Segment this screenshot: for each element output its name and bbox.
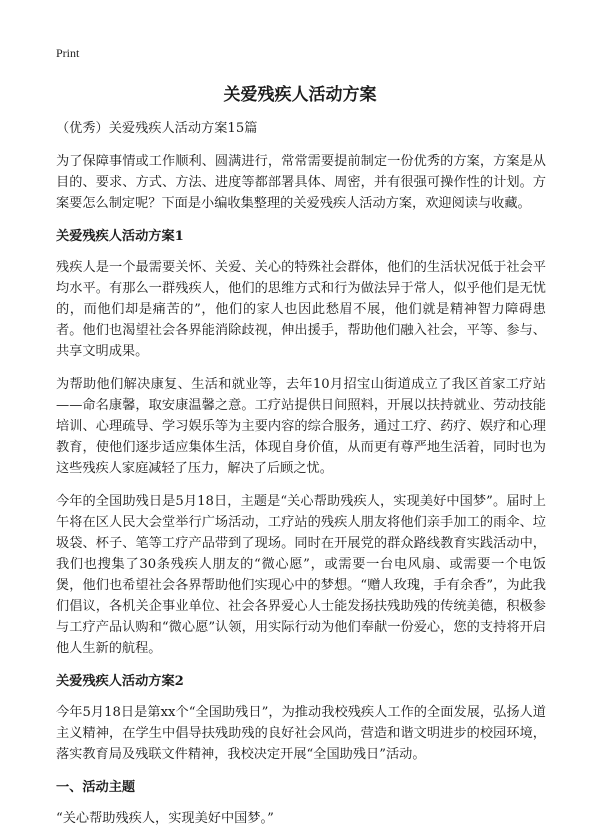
print-link[interactable]: Print [56,46,80,60]
subsection-heading: 一、活动主题 [56,780,136,795]
document-title: 关爱残疾人活动方案 [223,85,377,105]
intro-paragraph: 为了保障事情或工作顺利、圆满进行，常常需要提前制定一份优秀的方案，方案是从目的、要求、方式、方法、进度等都部署具体、周密，并有很强可操作性的计划。方案要怎么制定呢？下面是小编收集整理的关爱残疾人活动方案，欢迎阅读与收藏。 [56,154,546,211]
section-heading-1: 关爱残疾人活动方案1 [56,229,184,244]
section-1-paragraph-3: 今年的全国助残日是5月18日，主题是“关心帮助残疾人，实现美好中国梦”。届时上午将在区人民大会堂举行广场活动，工疗站的残疾人朋友将他们亲手加工的雨伞、垃圾袋、杯子、笔等工疗产品带到了现场。同时在开展党的群众路线教育实践活动中，我们也搜集了30条残疾人朋友的“微心愿”，或需要一台电风扇、或需要一个电饭煲，他们也希望社会各界帮助他们实现心中的梦想。“赠人玫瑰，手有余香”，为此我们倡议，各机关企事业单位、社会各界爱心人士能发扬扶残助残的传统美德，积极参与工疗产品认购和“微心愿”认领，用实际行动为他们奉献一份爱心，您的支持将开启他人生新的航程。 [56,494,546,656]
section-heading-2: 关爱残疾人活动方案2 [56,674,184,689]
section-2-paragraph-1: 今年5月18日是第xx个“全国助残日”，为推动我校残疾人工作的全面发展，弘扬人道主义精神，在学生中倡导扶残助残的良好社会风尚，营造和谐文明进步的校园环境，落实教育局及残联文件精神，我校决定开展“全国助残日”活动。 [56,705,546,762]
section-1-paragraph-1: 残疾人是一个最需要关怀、关爱、关心的特殊社会群体，他们的生活状况低于社会平均水平。有那么一群残疾人，他们的思维方式和行为做法异于常人，似乎他们是无忧的，而他们却是痛苦的”，他们的家人也因此愁眉不展，他们就是精神智力障碍患者。他们也渴望社会各界能消除歧视，伸出援手，帮助他们融入社会，平等、参与、共享文明成果。 [56,260,546,359]
subsection-text: “关心帮助残疾人，实现美好中国梦。” [56,811,274,826]
document-body [56,118,546,829]
document-subtitle: （优秀）关爱残疾人活动方案15篇 [56,121,258,136]
section-1-paragraph-2: 为帮助他们解决康复、生活和就业等，去年10月招宝山街道成立了我区首家工疗站——命名康馨，取安康温馨之意。工疗站提供日间照料，开展以扶持就业、劳动技能培训、心理疏导、学习娱乐等为主要内容的综合服务，通过工疗、药疗、娱疗和心理教育，使他们逐步适应集体生活，体现自身价值，从而更有尊严地生活着，同时也为这些残疾人家庭减轻了压力，解决了后顾之忧。 [56,377,546,476]
